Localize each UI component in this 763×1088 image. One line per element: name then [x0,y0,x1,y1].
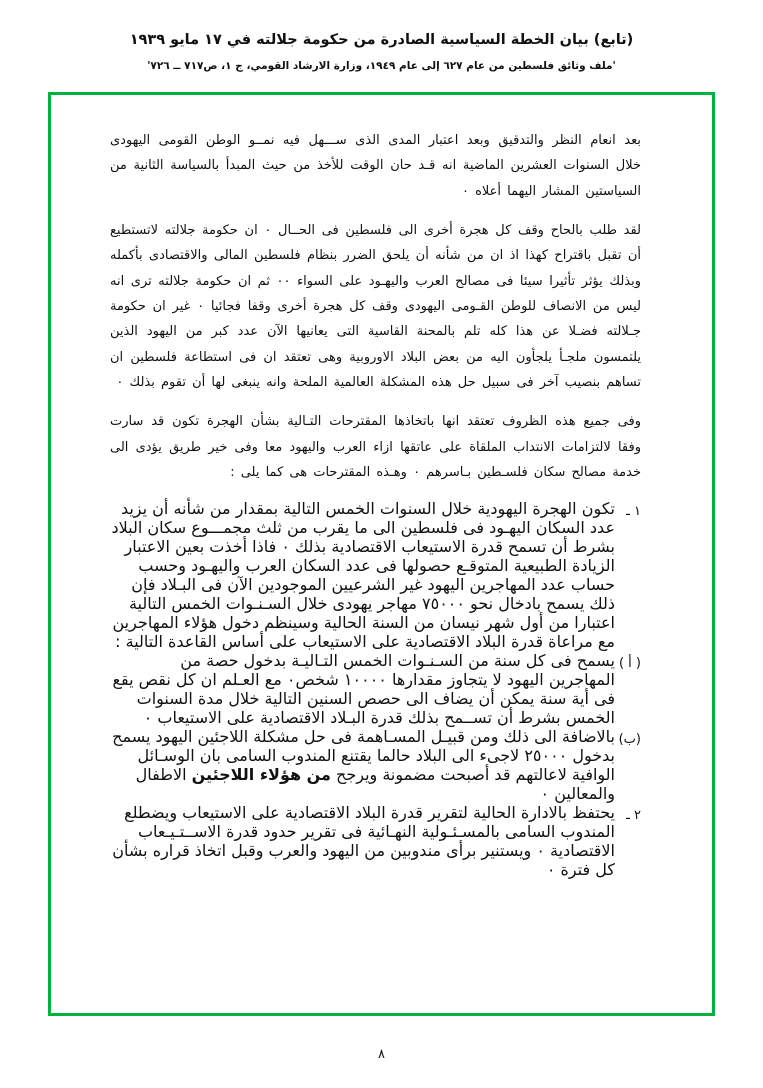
list-item-1-text: تكون الهجرة اليهودية خلال السنوات الخمس التالية بمقدار من شأنه أن يزيد عدد السكان اليهـود فى فلسطين الى ما يقرب من ثلث مجمـــوع سكان البلاد بشرط أن تسمح قدرة الاستيعاب الاقتصادية بذلك ٠ فاذا أخذت بعين الاعتبار الزيادة الطبيعية المتوقـع حصولها فى عدد السكان العرب واليهـود وحسب حساب عدد المهاجرين اليهود غير الشرعيين الموجودين الآن فى البـلاد فإن ذلك يسمح بادخال نحو ٧٥٠٠٠ مهاجر يهودى خلال السـنـوات الخمس التالية اعتبارا من أول شهر نيسان من السنة الحالية وسينظم دخول هؤلاء المهاجرين مع مراعاة قدرة البلاد الاقتصادية على الاستيعاب على أساس القاعدة التالية : [111,499,615,652]
list-item-2 [110,803,641,879]
list-item-1a-marker: ( أ ) [618,656,641,672]
list-item-1a [110,651,641,727]
header-source-note: 'ملف وثائق فلسطين من عام ٦٢٧ إلى عام ١٩٤٩، وزارة الارشاد القومي، ج ١، ص٧١٧ ــ ٧٢٦' [147,59,616,72]
list-item-2-marker: ٢ ـ [626,808,641,824]
list-item-1 [110,499,641,651]
page-header [0,0,763,75]
document-body [64,110,699,1000]
list-item-1b-text-after: الاطفال والمعالين ٠ [135,765,615,804]
list-item-1b-text-before: بالاضافة الى ذلك ومن قبيـل المسـاهمة فى حل مشكلة اللاجئين اليهود يسمح بدخول ٢٥٠٠٠ لاجىء الى البلاد حالما يقتنع المندوب السامى بان الوسـائل الوافية لاعالتهم قد أصبحت مضمونة ويرجح [112,727,615,785]
paragraph-1: بعد انعام النظر والتدقيق وبعد اعتبار المدى الذى ســـهل فيه نمــو الوطن القومى اليهودى خلال السنوات العشرين الماضية انه قـد حان الوقت للأخذ من حيث المبدأ بالسياسة الثانية من السياستين المشار اليهما أعلاه ٠ [110,133,641,199]
paragraph-3: وفى جميع هذه الظروف تعتقد انها باتخاذها المقترحات التـالية بشأن الهجرة تكون قد سارت وفقا لالتزامات الانتداب الملقاة على عاتقها ازاء العرب واليهود معا وفى خير طريق يؤدى الى خدمة مصالح سكان فلسـطين بـاسرهم ٠ وهـذه المقترحات هى كما يلى : [110,414,641,481]
list-item-1b-marker: (ب) [618,732,641,748]
list-item-1a-text: يسمح فى كل سنة من السـنـوات الخمس التـاليـة بدخول حصة من المهاجرين اليهود لا يتجاوز مقدارها ١٠٠٠٠ شخص٠ مع العـلم ان كل نقص يقع فى أية سنة يمكن أن يضاف الى حصص السنين التالية خلال مدة السنوات الخمس بشرط أن تســمح بذلك قدرة البـلاد الاقتصادية على الاستيعاب ٠ [112,651,615,728]
list-item-2-text: يحتفظ بالادارة الحالية لتقرير قدرة البلاد الاقتصادية على الاستيعاب ويضطلع المندوب السامى بالمسـئـولية النهـائية فى تقرير حدود قدرة الاســتـيـعاب الاقتصادية ٠ ويستنير برأى مندوبين من اليهود والعرب وقبل اتخاذ قراره بشأن كل فترة ٠ [112,803,615,880]
paragraph-2: لقد طلب بالحاح وقف كل هجرة أخرى الى فلسطين فى الحــال ٠ ان حكومة جلالته لاتستطيع أن تقبل باقتراح كهذا اذ ان من شأنه أن يلحق الضرر بنظام فلسطين المالى والاقتصادى بأكمله وبذلك يؤثر تأثيرا سيئا فى مصالح العرب واليهـود على السواء ٠٠ ثم ان حكومة جلالته ترى انه ليس من الانصاف للوطن القـومى اليهودى وقف كل هجرة أخرى وقفا فجائيا ٠ غير ان حكومة جـلالته فضـلا عن هذا كله تلم بالمحنة القاسية التى يعانيها الآن عدد كبر من اليهود الذين يلتمسون ملجـأ يلجأون اليه من بعض البلاد الاوروبية وهى تعتقد ان فى استطاعة فلسطين ان تساهم بنصيب آخر فى سبيل حل هذه المشكلة العالمية الملحة وانه ينبغى لها أن تقوم بذلك ٠ [110,223,641,391]
list-item-1-marker: ١ ـ [626,504,641,520]
list-item-1b [110,727,641,803]
page-number: ٨ [378,1047,385,1062]
header-title: (تابع) بيان الخطة السياسية الصادرة من حكومة جلالته في ١٧ مايو ١٩٣٩ [129,32,634,48]
list-item-1b-text-emphasis: من هؤلاء اللاجئين [191,765,331,785]
